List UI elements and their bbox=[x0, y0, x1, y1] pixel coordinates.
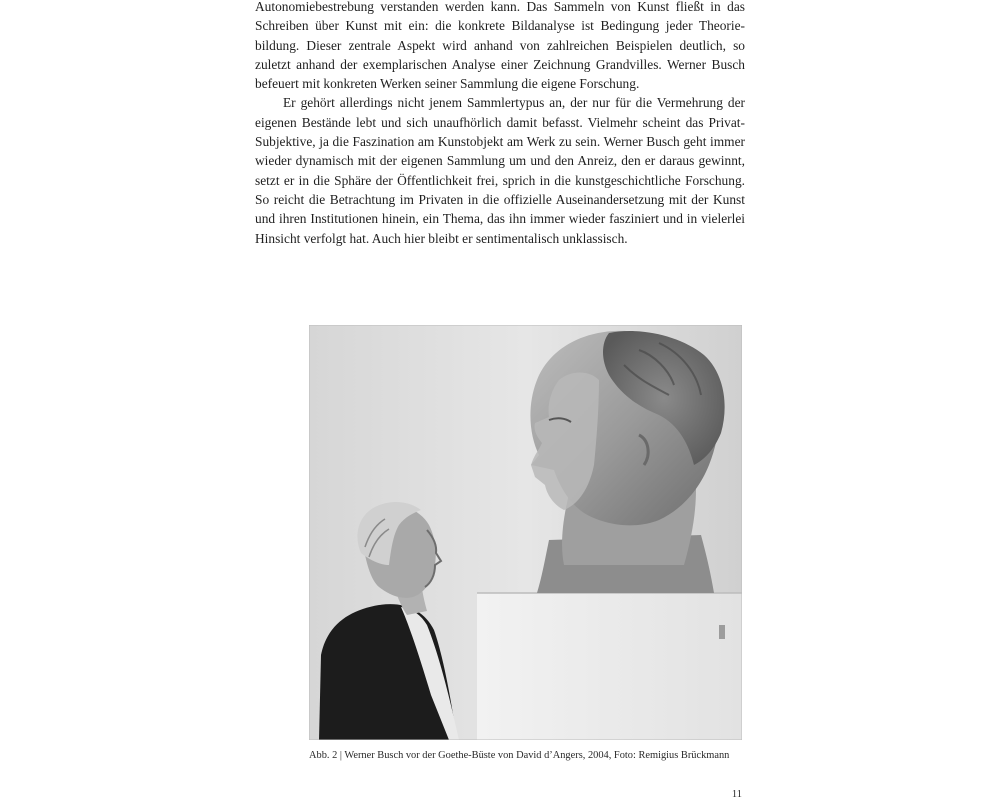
pedestal bbox=[477, 593, 742, 740]
paragraph-2: Er gehört allerdings nicht jenem Sammlertypus an, der nur für die Vermehrung der eigenen Bestände lebt und sich unaufhörlich damit befasst. Vielmehr scheint das Privat-Subjektive, ja die Faszination am Kunstobjekt am Werk zu sein. Werner Busch geht immer wieder dynamisch mit der eigenen Sammlung um und den Anreiz, den er daraus gewinnt, setzt er in die Sphäre der Öffentlichkeit frei, sprich in die kunstgeschichtliche Forschung. So reicht die Betrachtung im Privaten in die offizielle Auseinandersetzung mit der Kunst und ihren Institutionen hinein, ein Thema, das ihn immer wieder fasziniert und in vielerlei Hinsicht verfolgt hat. Auch hier bleibt er sentimentalisch unklassisch. bbox=[255, 95, 745, 246]
photo-bust-and-man bbox=[309, 325, 742, 740]
body-text bbox=[255, 0, 745, 248]
figure-caption: Abb. 2 | Werner Busch vor der Goethe-Büste von David d’Angers, 2004, Foto: Remigius Brückmann bbox=[309, 750, 730, 761]
figure-photo bbox=[309, 325, 742, 740]
page-number: 11 bbox=[731, 789, 742, 800]
paragraph-1: Autonomiebestrebung verstanden werden kann. Das Sammeln von Kunst fließt in das Schreiben über Kunst mit ein: die konkrete Bildanalyse ist Bedingung jeder Theoriebildung. Dieser zentrale Aspekt wird anhand von zahlreichen Beispielen deutlich, so zuletzt anhand der exemplarischen Analyse einer Zeichnung Grandvilles. Werner Busch befeuert mit konkreten Werken seiner Sammlung die eigene Forschung. bbox=[255, 0, 745, 92]
